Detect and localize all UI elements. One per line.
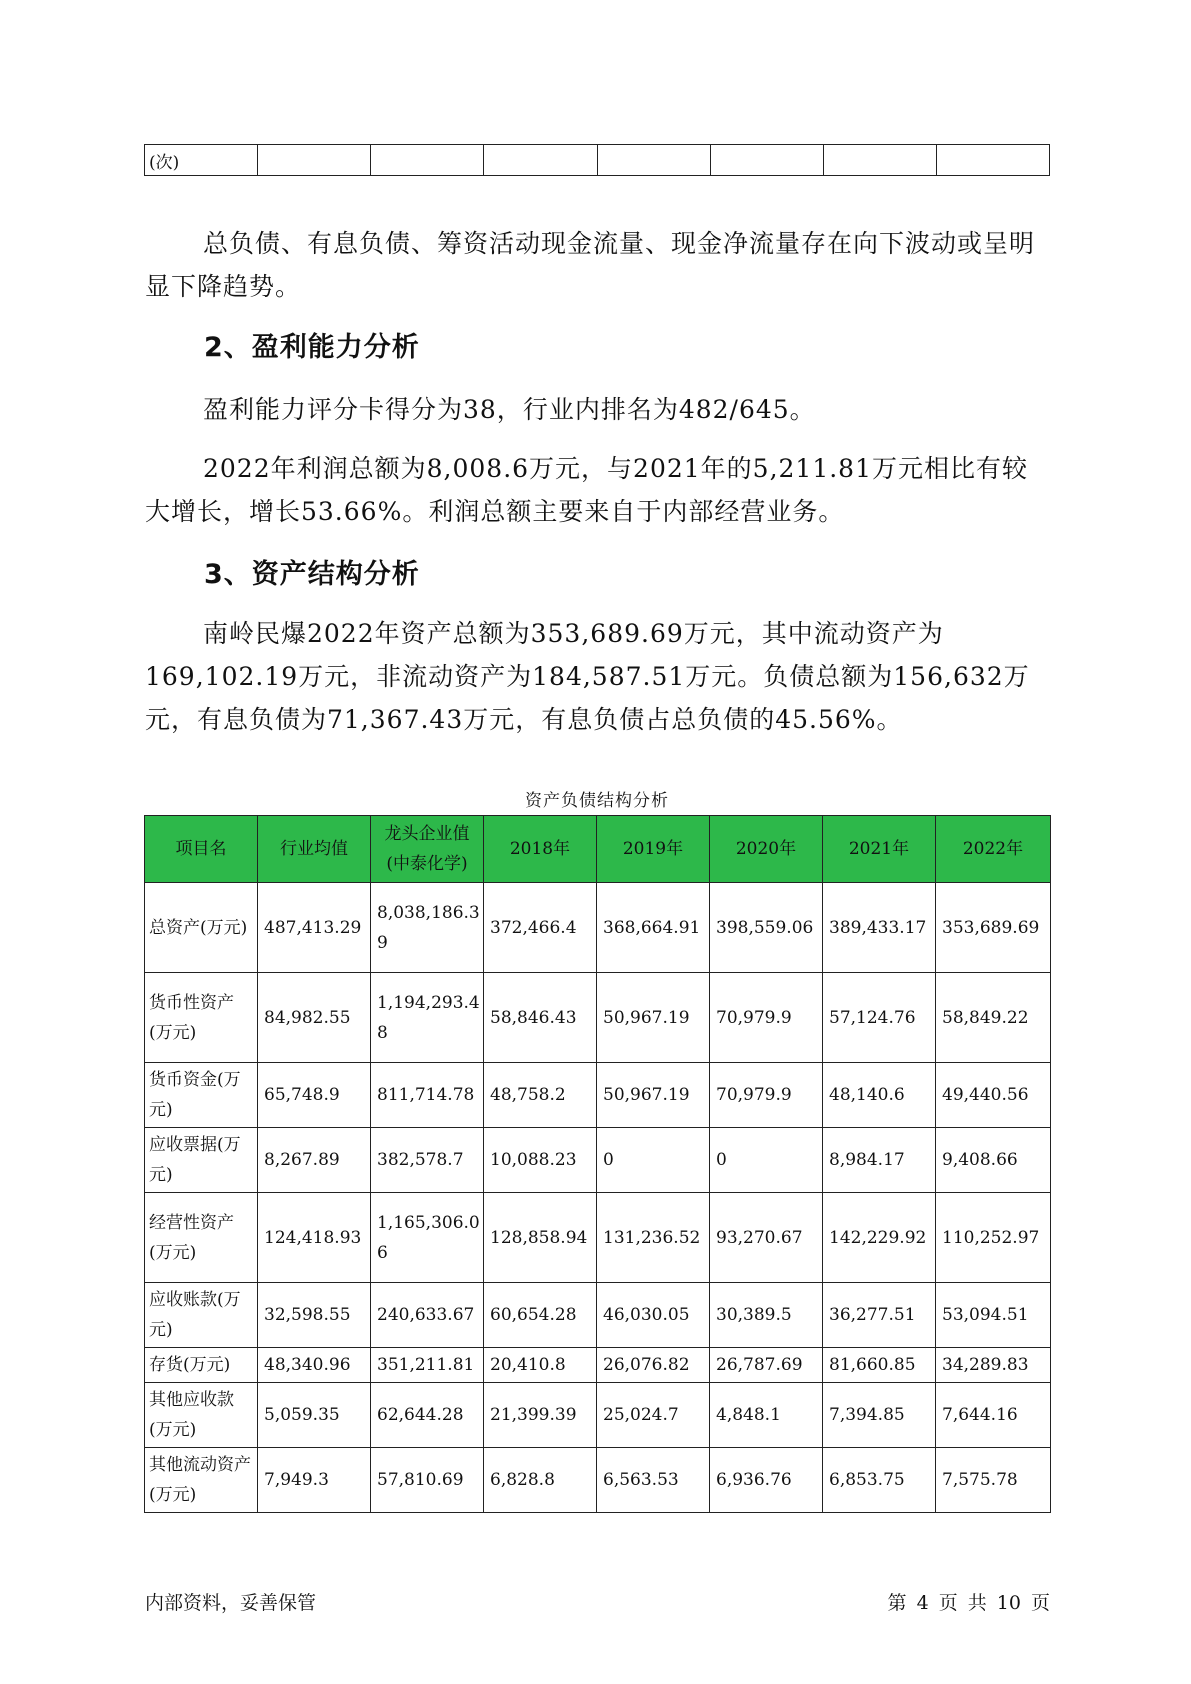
value-cell: 7,949.3 [258,1448,371,1513]
table-row [145,973,1051,1063]
value-cell: 58,846.43 [484,973,597,1063]
table-row [145,145,1050,176]
table-row [145,1348,1051,1383]
value-cell: 351,211.81 [371,1348,484,1383]
value-cell: 6,936.76 [710,1448,823,1513]
row-label-cell: 其他应收款(万元) [145,1383,258,1448]
continued-table-fragment [144,144,1050,176]
row-label-cell: 存货(万元) [145,1348,258,1383]
value-cell: 142,229.92 [823,1193,936,1283]
value-cell: 368,664.91 [597,883,710,973]
column-header: 行业均值 [258,816,371,883]
table-cell [258,145,371,176]
column-header: 2021年 [823,816,936,883]
value-cell: 93,270.67 [710,1193,823,1283]
table-caption: 资产负债结构分析 [525,791,669,811]
table-row [145,1128,1051,1193]
balance-sheet-table [144,815,1051,1513]
row-label-cell: 应收票据(万元) [145,1128,258,1193]
value-cell: 48,758.2 [484,1063,597,1128]
value-cell: 0 [710,1128,823,1193]
value-cell: 6,828.8 [484,1448,597,1513]
table-cell [371,145,484,176]
value-cell: 65,748.9 [258,1063,371,1128]
value-cell: 487,413.29 [258,883,371,973]
column-header: 项目名 [145,816,258,883]
value-cell: 84,982.55 [258,973,371,1063]
table-cell [710,145,823,176]
paragraph-asset-structure: 南岭民爆2022年资产总额为353,689.69万元，其中流动资产为169,102.19万元，非流动资产为184,587.51万元。负债总额为156,632万元，有息负债为71,367.43万元，有息负债占总负债的45.56%。 [145,619,1030,734]
value-cell: 62,644.28 [371,1383,484,1448]
value-cell: 7,575.78 [936,1448,1051,1513]
table-row [145,1063,1051,1128]
value-cell: 57,124.76 [823,973,936,1063]
value-cell: 34,289.83 [936,1348,1051,1383]
value-cell: 50,967.19 [597,1063,710,1128]
value-cell: 372,466.4 [484,883,597,973]
section-heading-profitability: 2、盈利能力分析 [204,332,420,363]
table-row [145,1448,1051,1513]
value-cell: 49,440.56 [936,1063,1051,1128]
value-cell: 1,194,293.48 [371,973,484,1063]
section-heading-asset-structure: 3、资产结构分析 [204,559,420,590]
value-cell: 50,967.19 [597,973,710,1063]
table-cell: (次) [145,145,258,176]
value-cell: 4,848.1 [710,1383,823,1448]
column-header: 2020年 [710,816,823,883]
value-cell: 25,024.7 [597,1383,710,1448]
table-row [145,1283,1051,1348]
value-cell: 48,140.6 [823,1063,936,1128]
value-cell: 128,858.94 [484,1193,597,1283]
value-cell: 57,810.69 [371,1448,484,1513]
value-cell: 21,399.39 [484,1383,597,1448]
row-label-cell: 总资产(万元) [145,883,258,973]
value-cell: 7,394.85 [823,1383,936,1448]
value-cell: 8,984.17 [823,1128,936,1193]
column-header: 龙头企业值(中泰化学) [371,816,484,883]
column-header: 2022年 [936,816,1051,883]
footer-confidential-note: 内部资料，妥善保管 [145,1592,317,1614]
paragraph-profit-score: 盈利能力评分卡得分为38，行业内排名为482/645。 [203,395,816,424]
value-cell: 48,340.96 [258,1348,371,1383]
value-cell: 70,979.9 [710,973,823,1063]
column-header: 2019年 [597,816,710,883]
value-cell: 20,410.8 [484,1348,597,1383]
row-label-cell: 应收账款(万元) [145,1283,258,1348]
table-cell [484,145,597,176]
row-label-cell: 货币性资产(万元) [145,973,258,1063]
value-cell: 131,236.52 [597,1193,710,1283]
value-cell: 8,038,186.39 [371,883,484,973]
value-cell: 389,433.17 [823,883,936,973]
value-cell: 8,267.89 [258,1128,371,1193]
value-cell: 70,979.9 [710,1063,823,1128]
value-cell: 353,689.69 [936,883,1051,973]
value-cell: 10,088.23 [484,1128,597,1193]
value-cell: 6,563.53 [597,1448,710,1513]
table-cell [936,145,1049,176]
paragraph-profit-total: 2022年利润总额为8,008.6万元，与2021年的5,211.81万元相比有较大增长，增长53.66%。利润总额主要来自于内部经营业务。 [145,454,1028,526]
value-cell: 30,389.5 [710,1283,823,1348]
value-cell: 110,252.97 [936,1193,1051,1283]
table-header-row [145,816,1051,883]
column-header: 2018年 [484,816,597,883]
table-cell [597,145,710,176]
value-cell: 58,849.22 [936,973,1051,1063]
value-cell: 36,277.51 [823,1283,936,1348]
value-cell: 46,030.05 [597,1283,710,1348]
value-cell: 81,660.85 [823,1348,936,1383]
value-cell: 26,787.69 [710,1348,823,1383]
value-cell: 240,633.67 [371,1283,484,1348]
value-cell: 9,408.66 [936,1128,1051,1193]
value-cell: 398,559.06 [710,883,823,973]
row-label-cell: 货币资金(万元) [145,1063,258,1128]
value-cell: 811,714.78 [371,1063,484,1128]
footer-page-number: 第 4 页 共 10 页 [887,1592,1050,1614]
value-cell: 0 [597,1128,710,1193]
table-cell [823,145,936,176]
table-row [145,1193,1051,1283]
value-cell: 53,094.51 [936,1283,1051,1348]
table-row [145,1383,1051,1448]
value-cell: 5,059.35 [258,1383,371,1448]
value-cell: 6,853.75 [823,1448,936,1513]
row-label-cell: 其他流动资产(万元) [145,1448,258,1513]
paragraph-debt-trend: 总负债、有息负债、筹资活动现金流量、现金净流量存在向下波动或呈明显下降趋势。 [145,229,1036,301]
value-cell: 124,418.93 [258,1193,371,1283]
row-label-cell: 经营性资产(万元) [145,1193,258,1283]
value-cell: 382,578.7 [371,1128,484,1193]
value-cell: 7,644.16 [936,1383,1051,1448]
value-cell: 26,076.82 [597,1348,710,1383]
value-cell: 60,654.28 [484,1283,597,1348]
table-row [145,883,1051,973]
value-cell: 32,598.55 [258,1283,371,1348]
value-cell: 1,165,306.06 [371,1193,484,1283]
